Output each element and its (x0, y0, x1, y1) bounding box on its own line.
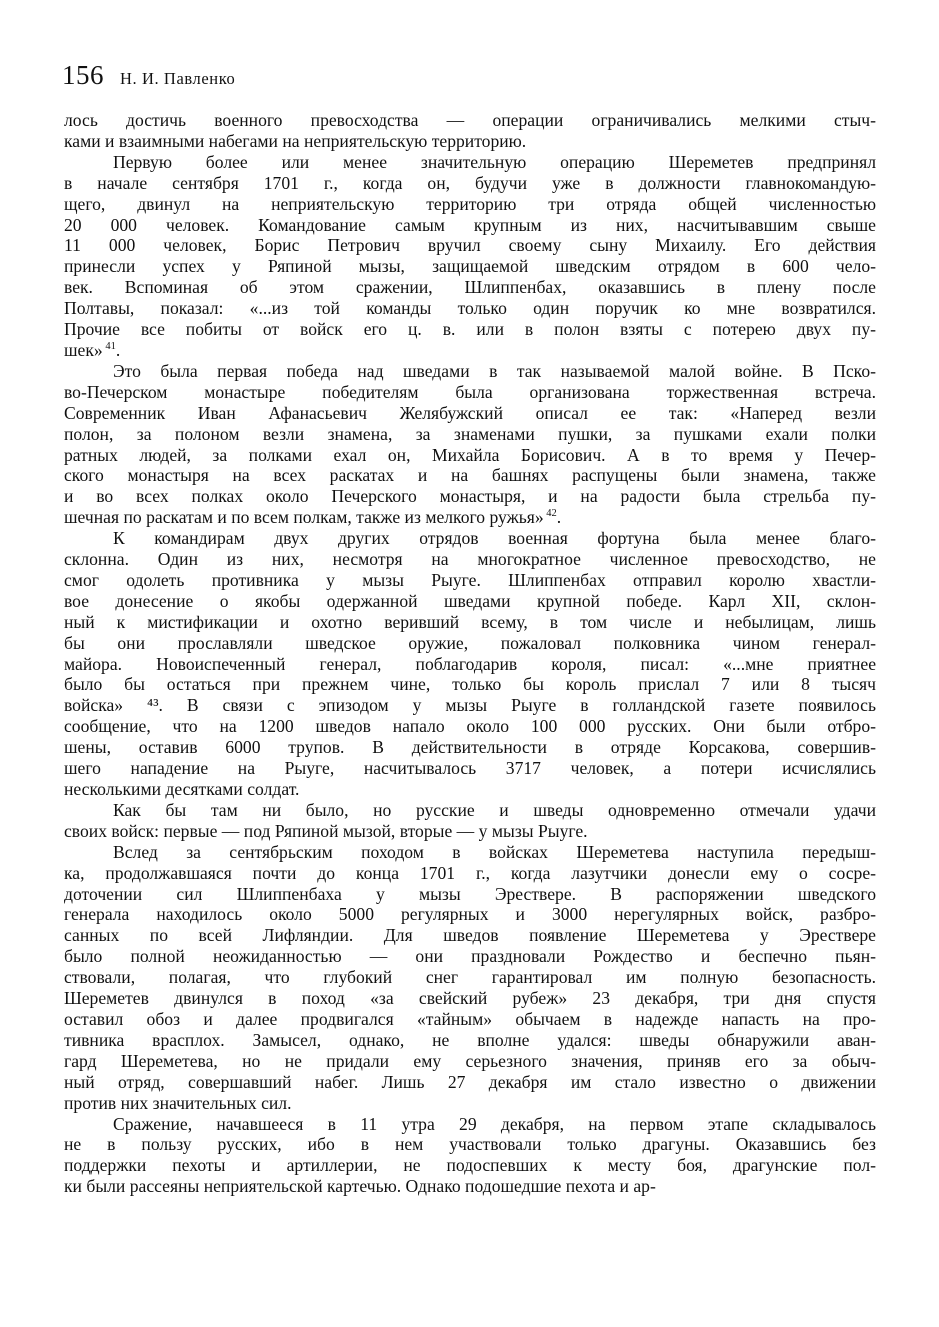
line-text: шек» (64, 339, 103, 360)
paragraph (64, 1114, 876, 1198)
line-text: было полной неожиданностью — они праздновали Рождество и беспечно пьян- (64, 946, 876, 967)
line-text: бы они прославляли шведское оружие, пожаловал полковника чином генерал- (64, 632, 876, 653)
line-text: Шереметев двинулся в поход «за свейский рубеж» 23 декабря, три дня спустя (64, 988, 876, 1009)
line-text: ный отряд, совершавший набег. Лишь 27 декабря им стало известно о движении (64, 1071, 876, 1092)
line-text: войска» ⁴³. В связи с эпизодом у мызы Рыуге в голландской газете появилось (64, 695, 876, 716)
running-head-author: Н. И. Павленко (120, 69, 236, 88)
line-text: и во всех полках около Печерского монастыря, и на радости была стрельба пу- (64, 486, 876, 507)
line-text: шего нападение на Рыуге, насчитывалось 3717 человек, а потери исчислялись (64, 758, 876, 779)
text-line (64, 570, 876, 591)
line-text: принесли успех у Ряпиной мызы, защищаемой шведским отрядом в 600 чело- (64, 256, 876, 277)
line-text: ками и взаимными набегами на неприятельскую территорию. (64, 130, 527, 151)
text-line (64, 486, 876, 507)
text-line (64, 319, 876, 340)
text-line (64, 758, 876, 779)
text-line (64, 1009, 876, 1030)
line-text: смог одолеть противника у мызы Рыуге. Шлиппенбах отправил королю хвастли- (64, 569, 876, 590)
text-line (64, 256, 876, 277)
paragraph (64, 528, 876, 800)
text-line (64, 842, 876, 863)
line-text: тивника врасплох. Замысел, однако, не вполне удался: шведы обнаружили аван- (64, 1029, 876, 1050)
line-text: Это была первая победа над шведами в так называемой малой войне. В Пско- (113, 360, 876, 381)
paragraph (64, 361, 876, 528)
line-text: ратных людей, за полками ехал он, Михайла Борисович. А в то время у Печер- (64, 444, 876, 465)
paragraph (64, 152, 876, 361)
text-line (64, 654, 876, 675)
line-text: Сражение, начавшееся в 11 утра 29 декабря, на первом этапе складывалось (113, 1113, 876, 1134)
text-line (64, 110, 876, 131)
line-text: ского монастыря на всех раскатах и на башнях распущены были знамена, также (64, 465, 876, 486)
text-line (64, 988, 876, 1009)
line-text: Как бы там ни было, но русские и шведы одновременно отмечали удачи (113, 799, 876, 820)
text-line (64, 674, 876, 695)
text-line (64, 1030, 876, 1051)
footnote-marker: 41 (102, 341, 116, 353)
text-line (64, 612, 876, 633)
text-line (64, 235, 876, 256)
text-line (64, 340, 876, 361)
line-text: 11 000 человек, Борис Петрович вручил своему сыну Михаилу. Его действия (64, 235, 876, 256)
body-text (64, 110, 876, 1197)
line-text: век. Вспоминая об этом сражении, Шлиппенбах, оказавшись в плену после (64, 277, 876, 298)
text-line (64, 361, 876, 382)
line-text: оставил обоз и далее продвигался «тайным» обычаем в надежде напасть на про- (64, 1008, 876, 1029)
line-text: доточении сил Шлиппенбаха у мызы Эрествере. В распоряжении шведского (64, 883, 876, 904)
text-line (64, 779, 876, 800)
line-text: склонна. Один из них, несмотря на многократное численное превосходство, не (64, 549, 876, 570)
text-line (64, 445, 876, 466)
text-line (64, 633, 876, 654)
text-line (64, 1072, 876, 1093)
paragraph (64, 842, 876, 1114)
text-line (64, 821, 876, 842)
text-line (64, 507, 876, 528)
text-line (64, 131, 876, 152)
text-line (64, 382, 876, 403)
line-text: поддержки пехоты и артиллерии, не подоспевших к месту боя, драгунские пол- (64, 1155, 876, 1176)
line-text: ствовали, полагая, что глубокий снег гарантировал им полную безопасность. (64, 967, 876, 988)
line-text: во-Печерском монастыре победителям была организована торжественная встреча. (64, 381, 876, 402)
text-line (64, 215, 876, 236)
text-line (64, 967, 876, 988)
line-text: Полтавы, показал: «...из той команды только один поручик ко мне возвратился. (64, 298, 876, 319)
line-text: сообщение, что на 1200 шведов напало около 100 000 русских. Они были отбро- (64, 716, 876, 737)
line-text: Современник Иван Афанасьевич Желябужский описал ее так: «Наперед везли (64, 402, 876, 423)
line-text: лось достичь военного превосходства — операции ограничивались мелкими стыч- (64, 110, 876, 130)
line-text: вое донесение о якобы одержанной шведами крупной победе. Карл XII, склон- (64, 590, 876, 611)
running-head (62, 60, 235, 94)
line-text: было бы остаться при прежнем чине, только бы король прислал 7 или 8 тысяч (64, 674, 876, 695)
text-line (64, 277, 876, 298)
line-text: Первую более или менее значительную операцию Шереметев предпринял (113, 151, 876, 172)
text-line (64, 946, 876, 967)
text-line (64, 298, 876, 319)
text-line (64, 1093, 876, 1114)
text-line (64, 549, 876, 570)
text-line (64, 1155, 876, 1176)
line-text: щего, двинул на неприятельскую территорию три отряда общей численностью (64, 193, 876, 214)
text-line (64, 884, 876, 905)
line-text: против них значительных сил. (64, 1092, 292, 1113)
text-line (64, 152, 876, 173)
paragraph (64, 800, 876, 842)
text-line (64, 465, 876, 486)
text-line (64, 528, 876, 549)
text-line (64, 904, 876, 925)
line-text: своих войск: первые — под Ряпиной мызой, вторые — у мызы Рыуге. (64, 820, 588, 841)
text-line (64, 925, 876, 946)
line-text: ка, продолжавшаяся почти до конца 1701 г., когда лазутчики донесли ему о сосре- (64, 862, 876, 883)
line-text: генерала находилось около 5000 регулярных и 3000 нерегулярных войск, разбро- (64, 904, 876, 925)
text-line (64, 1114, 876, 1135)
paragraph (64, 110, 876, 152)
text-line (64, 1051, 876, 1072)
line-text: шечная по раскатам и по всем полкам, также из мелкого ружья» (64, 507, 544, 528)
line-text: полон, за полоном везли знамена, за знаменами пушки, за пушками ехали полки (64, 423, 876, 444)
text-line (64, 863, 876, 884)
text-line (64, 716, 876, 737)
line-text: санных по всей Лифляндии. Для шведов появление Шереметева у Эрествере (64, 925, 876, 946)
line-text: 20 000 человек. Командование самым крупным из них, насчитывавшим свыше (64, 214, 876, 235)
line-text: Прочие все побиты от войск его ц. в. или в полон взяты с потерею двух пу- (64, 319, 876, 340)
line-text: Вслед за сентябрьским походом в войсках Шереметева наступила передыш- (113, 841, 876, 862)
line-text: ки были рассеяны неприятельской картечью. Однако подошедшие пехота и ар- (64, 1176, 656, 1197)
text-line (64, 1176, 876, 1197)
line-text: майора. Новоиспеченный генерал, поблагодарив короля, писал: «...мне приятнее (64, 653, 876, 674)
line-text: несколькими десятками солдат. (64, 779, 300, 799)
page-number: 156 (62, 60, 104, 90)
line-text: К командирам двух других отрядов военная фортуна была менее благо- (113, 528, 876, 549)
footnote-marker: 42 (543, 508, 557, 520)
text-line (64, 737, 876, 758)
footnote-tail: . (115, 339, 121, 360)
line-text: не в пользу русских, ибо в нем участвовали только драгуны. Оказавшись без (64, 1134, 876, 1155)
text-line (64, 403, 876, 424)
text-line (64, 194, 876, 215)
text-line (64, 591, 876, 612)
line-text: шены, оставив 6000 трупов. В действительности в отряде Корсакова, совершив- (64, 737, 876, 758)
line-text: гард Шереметева, но не придали ему серьезного значения, приняв его за обыч- (64, 1050, 876, 1071)
text-line (64, 695, 876, 716)
text-line (64, 1134, 876, 1155)
line-text: в начале сентября 1701 г., когда он, будучи уже в должности главнокомандую- (64, 172, 876, 193)
footnote-tail: . (556, 507, 562, 528)
text-line (64, 173, 876, 194)
text-line (64, 424, 876, 445)
line-text: ный к мистификации и охотно веривший всему, в том числе и небылицам, лишь (64, 611, 876, 632)
text-line (64, 800, 876, 821)
